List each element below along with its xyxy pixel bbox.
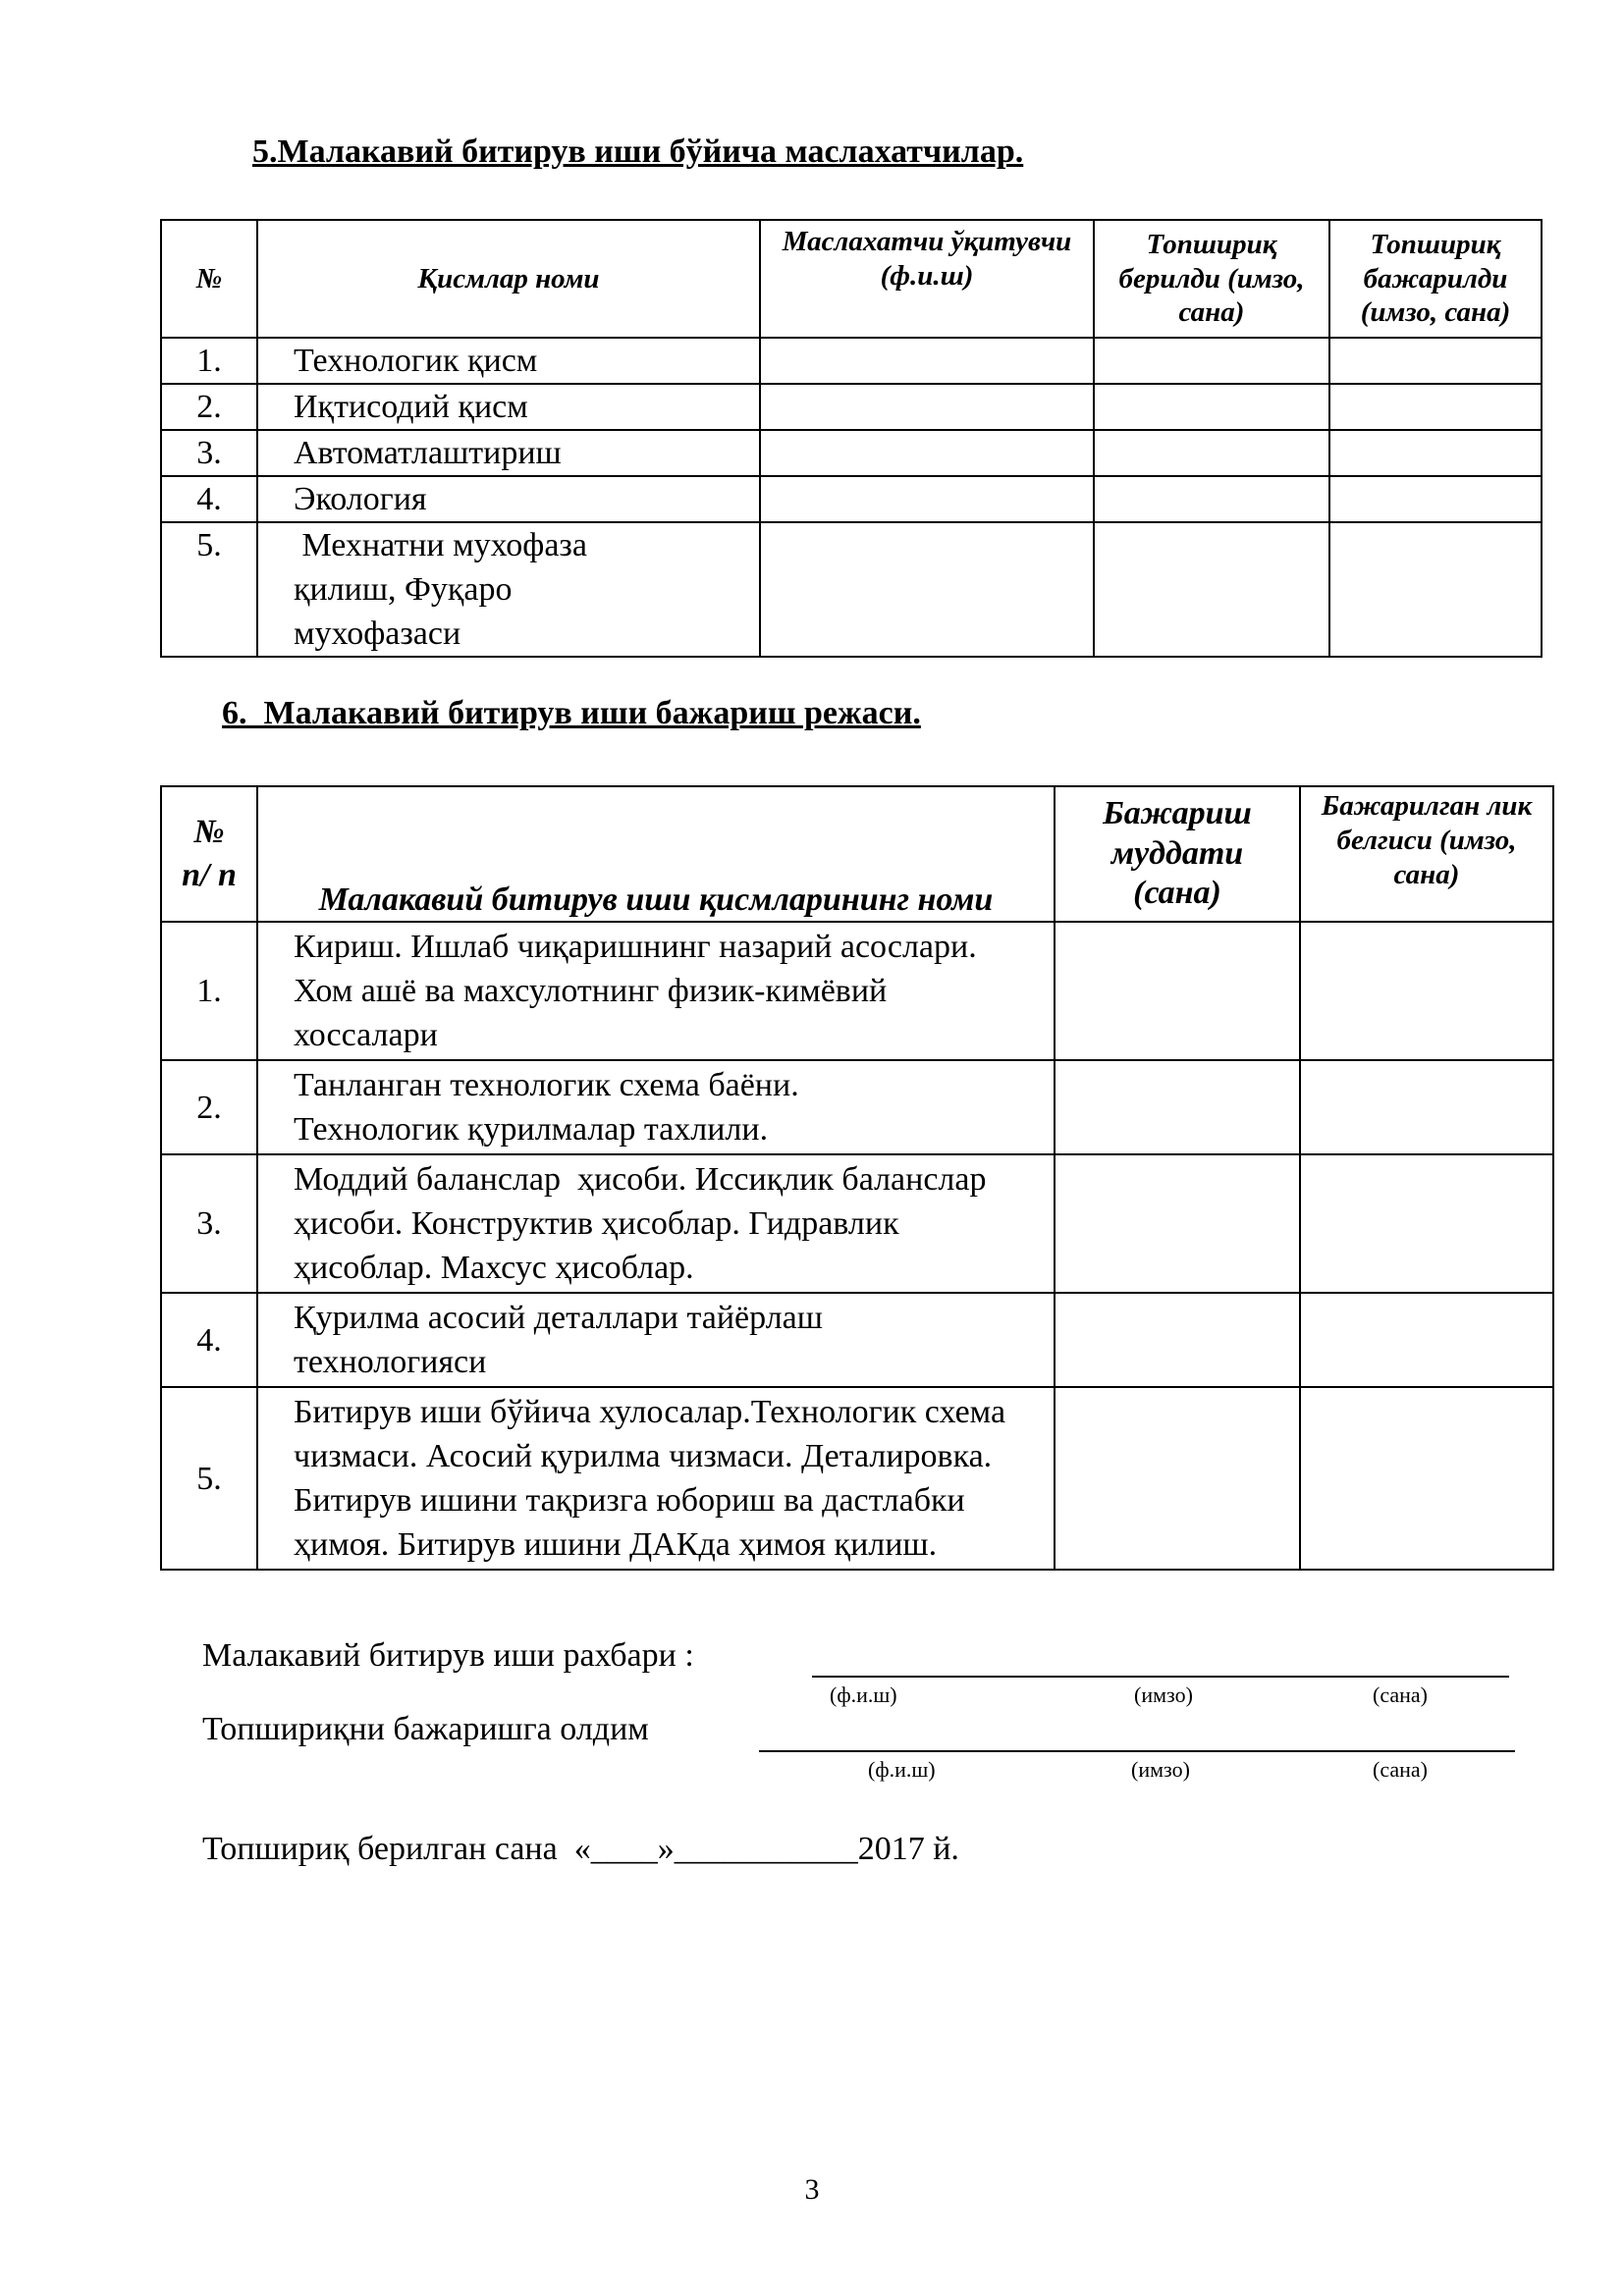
deadline-cell[interactable] [1055,1293,1300,1387]
task-date-line: Топшириқ берилган сана «____»___________2017 й. [202,1831,959,1867]
adviser-cell[interactable] [760,522,1094,657]
table-row [161,430,1542,476]
deadline-cell[interactable] [1055,1154,1300,1293]
part-name: Экология [257,476,760,522]
accepted-date-hint: (сана) [1373,1757,1428,1782]
part-name: Мехнатни мухофаза қилиш, Фуқаро мухофазаси [257,522,760,657]
completion-mark-cell[interactable] [1300,1293,1553,1387]
part-name: Технологик қисм [257,338,760,384]
page-number: 3 [804,2173,820,2206]
given-cell[interactable] [1094,384,1329,430]
part-name: Автоматлаштириш [257,430,760,476]
header-completion-mark: Бажарилган лик белгиси (имзо, сана) [1300,786,1553,922]
header-no: № п/ п [161,786,257,922]
section5-title: 5.Малакавий битирув иши бўйича маслахатчилар. [252,133,1024,170]
header-parts-name: Қисмлар номи [257,220,760,338]
completion-mark-cell[interactable] [1300,1060,1553,1154]
supervisor-label: Малакавий битирув иши рахбари : [202,1637,694,1674]
row-number: 1. [161,338,257,384]
advisers-table [160,219,1543,658]
part-name: Иқтисодий қисм [257,384,760,430]
header-no: № [161,220,257,338]
accepted-name-hint: (ф.и.ш) [868,1757,936,1782]
done-cell[interactable] [1329,338,1542,384]
adviser-cell[interactable] [760,338,1094,384]
given-cell[interactable] [1094,338,1329,384]
header-task-given: Топшириқ берилди (имзо, сана) [1094,220,1329,338]
supervisor-date-hint: (сана) [1373,1682,1428,1707]
table-row [161,1293,1553,1387]
completion-mark-cell[interactable] [1300,922,1553,1060]
part-name: Қурилма асосий деталлари тайёрлаш технологияси [257,1293,1055,1387]
header-adviser: Маслахатчи ўқитувчи (ф.и.ш) [760,220,1094,338]
table-row [161,476,1542,522]
completion-mark-cell[interactable] [1300,1154,1553,1293]
row-number: 2. [161,1060,257,1154]
plan-header-row [161,786,1553,922]
deadline-cell[interactable] [1055,922,1300,1060]
table-row [161,1060,1553,1154]
row-number: 5. [161,1387,257,1570]
table-row [161,1154,1553,1293]
row-number: 4. [161,476,257,522]
accepted-signature-line[interactable] [759,1750,1515,1752]
completion-mark-cell[interactable] [1300,1387,1553,1570]
advisers-header-row [161,220,1542,338]
row-number: 5. [161,522,257,657]
plan-table [160,785,1554,1571]
given-cell[interactable] [1094,476,1329,522]
supervisor-signature-line[interactable] [812,1676,1509,1678]
header-task-done: Топшириқ бажарилди (имзо, сана) [1329,220,1542,338]
row-number: 2. [161,384,257,430]
supervisor-signature-hint: (имзо) [1134,1682,1193,1707]
row-number: 3. [161,430,257,476]
part-name: Танланган технологик схема баёни. Технологик қурилмалар тахлили. [257,1060,1055,1154]
row-number: 4. [161,1293,257,1387]
table-row [161,338,1542,384]
done-cell[interactable] [1329,522,1542,657]
given-cell[interactable] [1094,430,1329,476]
accepted-label: Топшириқни бажаришга олдим [202,1711,649,1747]
row-number: 1. [161,922,257,1060]
table-row [161,922,1553,1060]
part-name: Кириш. Ишлаб чиқаришнинг назарий асослари. Хом ашё ва махсулотнинг физик-кимёвий хоссалари [257,922,1055,1060]
part-name: Битирув иши бўйича хулосалар.Технологик схема чизмаси. Асосий қурилма чизмаси. Деталировка. Битирув ишини тақризга юбориш ва дастлабки ҳимоя. Битирув ишини ДАКда ҳимоя қилиш. [257,1387,1055,1570]
given-cell[interactable] [1094,522,1329,657]
header-deadline: Бажариш муддати (сана) [1055,786,1300,922]
supervisor-name-hint: (ф.и.ш) [830,1682,897,1707]
adviser-cell[interactable] [760,384,1094,430]
done-cell[interactable] [1329,384,1542,430]
table-row [161,384,1542,430]
header-parts-name: Малакавий битирув иши қисмларининг номи [257,786,1055,922]
table-row [161,1387,1553,1570]
deadline-cell[interactable] [1055,1060,1300,1154]
accepted-signature-hint: (имзо) [1131,1757,1190,1782]
deadline-cell[interactable] [1055,1387,1300,1570]
adviser-cell[interactable] [760,430,1094,476]
part-name: Моддий баланслар ҳисоби. Иссиқлик баланслар ҳисоби. Конструктив ҳисоблар. Гидравлик ҳисоблар. Махсус ҳисоблар. [257,1154,1055,1293]
section6-title: 6. Малакавий битирув иши бажариш режаси. [222,695,921,731]
adviser-cell[interactable] [760,476,1094,522]
row-number: 3. [161,1154,257,1293]
done-cell[interactable] [1329,476,1542,522]
done-cell[interactable] [1329,430,1542,476]
table-row [161,522,1542,657]
